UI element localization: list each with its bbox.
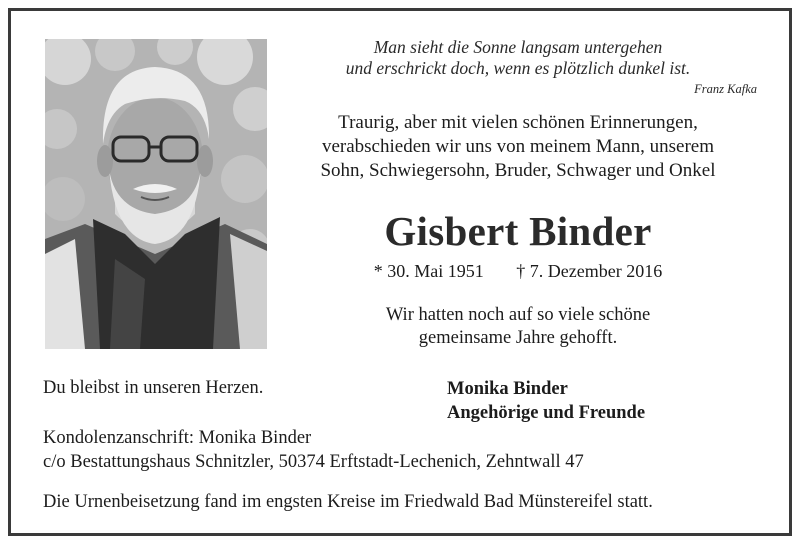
signatory: Monika Binder — [447, 379, 568, 399]
address-line: c/o Bestattungshaus Schnitzler, 50374 Erftstadt-Lechenich, Zehntwall 47 — [43, 452, 584, 472]
quote-line: und erschrickt doch, wenn es plötzlich dunkel ist. — [345, 58, 691, 78]
signatory: Angehörige und Freunde — [447, 403, 646, 423]
quote-line: Man sieht die Sonne langsam untergehen — [373, 37, 663, 57]
intro-line: verabschieden wir uns von meinem Mann, unserem — [321, 136, 715, 157]
birth-date: * 30. Mai 1951 — [373, 261, 484, 281]
intro-line: Sohn, Schwiegersohn, Bruder, Schwager und Onkel — [320, 160, 716, 181]
farewell-text: Du bleibst in unseren Herzen. — [43, 378, 264, 398]
portrait-photo — [45, 39, 267, 349]
life-dates — [279, 261, 757, 282]
kafka-quote — [279, 37, 757, 79]
death-date: † 7. Dezember 2016 — [516, 261, 663, 281]
obituary-notice — [8, 8, 792, 536]
quote-author: Franz Kafka — [694, 82, 757, 96]
hope-line: Wir hatten noch auf so viele schöne — [385, 305, 651, 325]
condolence-address — [43, 426, 584, 474]
hope-line: gemeinsame Jahre gehofft. — [418, 328, 618, 348]
hope-text — [279, 304, 757, 350]
address-line: Kondolenzanschrift: Monika Binder — [43, 428, 312, 448]
deceased-name: Gisbert Binder — [384, 208, 652, 254]
intro-line: Traurig, aber mit vielen schönen Erinnerungen, — [338, 112, 698, 133]
intro-text — [279, 111, 757, 183]
signatories — [447, 377, 645, 425]
burial-note: Die Urnenbeisetzung fand im engsten Kreise im Friedwald Bad Münstereifel statt. — [43, 492, 653, 512]
